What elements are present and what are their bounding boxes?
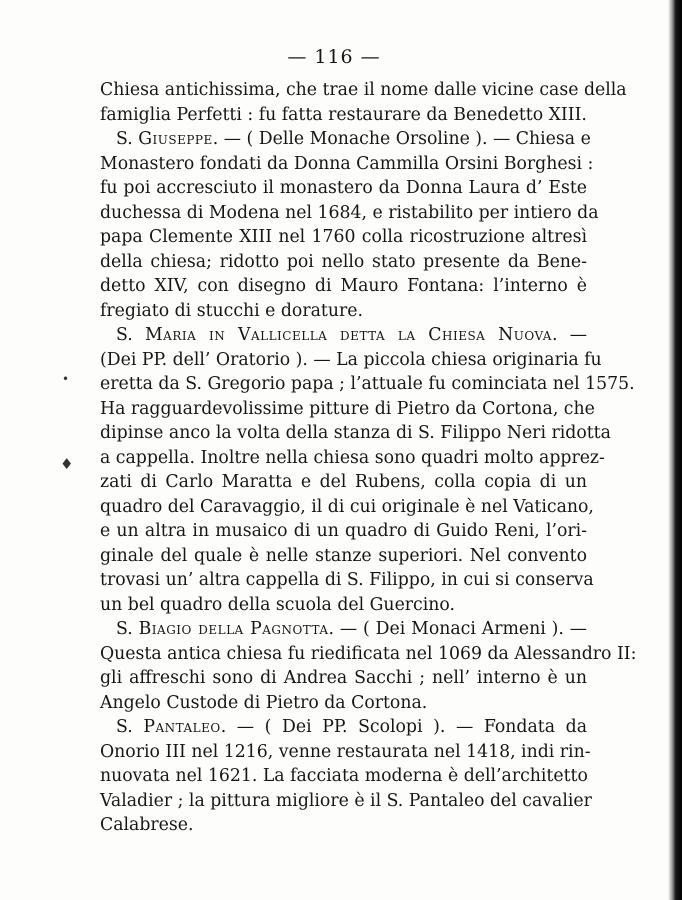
text-segment: . — ( Dei PP. Scolopi ). — Fondata da <box>220 717 587 737</box>
text-line <box>100 764 587 789</box>
text-line <box>100 666 587 691</box>
text-line <box>100 446 605 471</box>
text-segment: Ha ragguardevolissime pitture di Pietro da Cortona, che <box>100 398 595 419</box>
text-segment: duchessa di Modena nel 1684, e ristabilito per intiero da <box>100 202 599 223</box>
text-segment: Valadier ; la pittura migliore è il S. Pantaleo del cavalier <box>100 790 592 811</box>
text-line <box>100 176 587 201</box>
text-line <box>100 348 602 373</box>
text-line <box>100 568 594 593</box>
text-segment: fu poi accresciuto il monastero da Donna Laura d’ Este <box>100 178 587 198</box>
text-line <box>100 642 637 667</box>
text-line <box>100 225 587 250</box>
text-line <box>100 372 635 397</box>
text-line <box>100 470 587 495</box>
margin-dot-mark: • <box>62 372 70 386</box>
text-segment: Monastero fondati da Donna Cammilla Orsini Borghesi : <box>100 153 594 174</box>
text-segment: Angelo Custode di Pietro da Cortona. <box>100 692 428 713</box>
text-segment: S. <box>116 619 139 639</box>
text-line <box>100 397 595 422</box>
text-line <box>100 715 587 740</box>
page-binding-edge <box>668 0 682 900</box>
heading-name: Biagio della Pagnotta <box>138 619 329 639</box>
heading-name: Maria in Vallicella detta la Chiesa Nuova <box>144 325 552 345</box>
text-line <box>100 250 587 275</box>
margin-ink-mark: ♦ <box>60 455 74 473</box>
text-line <box>100 617 587 642</box>
text-segment: papa Clemente XIII nel 1760 colla ricostruzione altresì <box>100 227 587 247</box>
text-segment: nuovata nel 1621. La facciata moderna è dell’architetto <box>100 766 588 786</box>
text-line <box>100 544 587 569</box>
text-segment: zati di Carlo Maratta e del Rubens, colla copia di un <box>100 472 587 492</box>
text-line <box>100 103 587 128</box>
text-segment: eretta da S. Gregorio papa ; l’attuale fu cominciata nel 1575. <box>100 374 635 394</box>
text-line <box>100 152 594 177</box>
page-number: — 116 — <box>287 46 381 68</box>
heading-name: Giuseppe <box>138 129 213 149</box>
text-line <box>100 127 591 152</box>
text-segment: Questa antica chiesa fu riedificata nel 1069 da Alessandro II: <box>100 643 637 664</box>
text-segment: un bel quadro della scuola del Guercino. <box>100 594 455 615</box>
body-text <box>100 78 637 838</box>
text-line <box>100 740 591 765</box>
text-line <box>100 495 594 520</box>
text-segment: Chiesa antichissima, che trae il nome dalle vicine case della <box>100 80 627 100</box>
text-line <box>100 421 611 446</box>
text-line <box>100 78 627 103</box>
text-segment: S. <box>116 717 144 737</box>
heading-name: Pantaleo <box>143 717 221 737</box>
text-line <box>100 274 587 299</box>
text-segment: gli affreschi sono di Andrea Sacchi ; nell’ interno è un <box>100 668 587 688</box>
text-segment: della chiesa; ridotto poi nello stato presente da Bene- <box>100 251 587 272</box>
text-segment: Onorio III nel 1216, venne restaurata nel 1418, indi rin- <box>100 741 591 762</box>
text-segment: . — ( Dei Monaci Armeni ). — <box>328 619 588 639</box>
text-segment: fregiato di stucchi e dorature. <box>100 300 363 321</box>
text-line <box>100 201 599 226</box>
text-segment: S. <box>116 325 145 345</box>
text-line <box>100 299 587 324</box>
text-segment: S. <box>116 129 139 149</box>
text-line <box>100 813 587 838</box>
text-segment: . — ( Delle Monache Orsoline ). — Chiesa e <box>212 129 591 149</box>
text-line <box>100 691 587 716</box>
text-segment: detto XIV, con disegno di Mauro Fontana: l’interno è <box>100 276 587 296</box>
text-line <box>100 519 587 544</box>
text-segment: . — <box>551 325 587 345</box>
text-segment: famiglia Perfetti : fu fatta restaurare da Benedetto XIII. <box>100 104 587 125</box>
text-line <box>100 593 587 618</box>
text-segment: ginale del quale è nelle stanze superiori. Nel convento <box>100 545 587 566</box>
text-segment: trovasi un’ altra cappella di S. Filippo, in cui si conserva <box>100 570 594 590</box>
text-segment: Calabrese. <box>100 815 194 835</box>
text-segment: quadro del Caravaggio, il di cui originale è nel Vaticano, <box>100 496 594 517</box>
text-segment: (Dei PP. dell’ Oratorio ). — La piccola chiesa originaria fu <box>100 349 602 370</box>
text-segment: e un altra in musaico di un quadro di Guido Reni, l’ori- <box>100 521 587 541</box>
text-segment: dipinse anco la volta della stanza di S. Filippo Neri ridotta <box>100 423 611 443</box>
text-segment: a cappella. Inoltre nella chiesa sono quadri molto apprez- <box>100 447 605 468</box>
text-line <box>100 323 587 348</box>
text-line <box>100 789 592 814</box>
